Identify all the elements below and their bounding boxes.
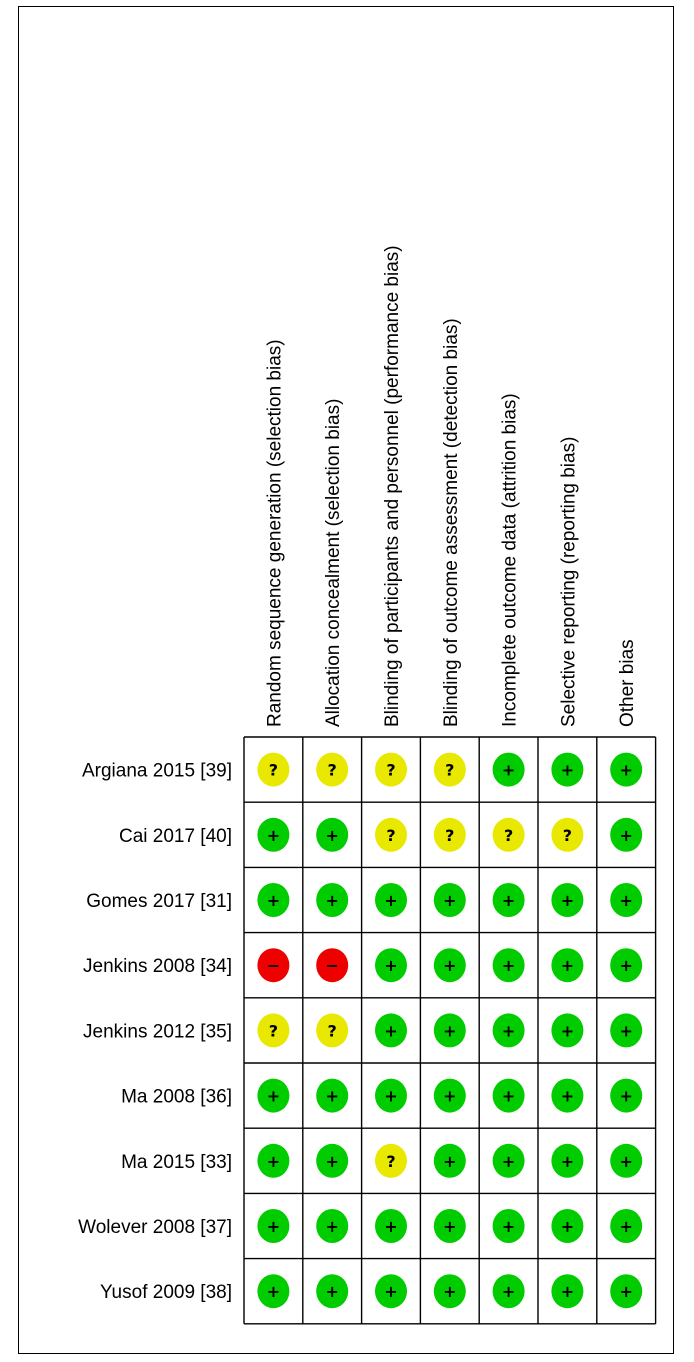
study-label: Yusof 2009 [38] (99, 1282, 232, 1304)
domain-headers (264, 245, 638, 727)
rating-symbol: + (619, 1151, 633, 1171)
rating-symbol: + (501, 1217, 516, 1236)
study-label: Ma 2008 [36] (121, 1086, 232, 1108)
rating-symbol: + (384, 1021, 398, 1041)
rating-symbol: + (619, 1021, 633, 1041)
rating-cell-unclear (257, 1013, 289, 1047)
rating-cell-low (257, 883, 289, 917)
rating-cell-low (375, 883, 407, 917)
rating-cell-low (434, 1013, 466, 1047)
rating-cell-unclear (375, 818, 407, 852)
rating-symbol: + (619, 825, 633, 845)
rating-symbol: + (619, 1086, 633, 1106)
rating-symbol: + (325, 1217, 339, 1236)
rating-symbol: ? (386, 760, 396, 780)
rating-cell-low (257, 1079, 289, 1113)
rating-cell-low (551, 1209, 583, 1243)
rating-symbol: + (443, 1151, 457, 1171)
rating-symbol: + (325, 1151, 339, 1171)
rating-cell-low (434, 1209, 466, 1243)
rating-symbol: + (384, 956, 398, 976)
rating-cell-low (316, 1144, 348, 1178)
rating-symbol: + (443, 1217, 457, 1236)
rating-cell-low (434, 883, 466, 917)
rating-symbol: ? (268, 760, 279, 780)
rating-symbol: + (619, 760, 633, 780)
rating-symbol: + (501, 760, 516, 780)
rating-cell-low (257, 818, 289, 852)
rating-symbol: − (266, 956, 281, 976)
rating-symbol: + (501, 956, 516, 976)
rating-symbol: + (619, 956, 633, 976)
rating-symbol: + (619, 1217, 633, 1236)
rating-symbol: + (325, 1282, 339, 1302)
rating-cell-low (493, 1079, 525, 1113)
rating-cell-low (493, 1274, 525, 1308)
rating-cell-low (316, 1209, 348, 1243)
rating-symbol: + (443, 891, 457, 910)
rating-symbol: + (266, 1217, 281, 1236)
rating-symbol: + (560, 891, 575, 910)
rating-symbol: + (501, 1151, 516, 1171)
rating-symbol: + (501, 1086, 516, 1106)
rating-cell-low (551, 1013, 583, 1047)
rating-cell-low (375, 1209, 407, 1243)
rating-cell-unclear (493, 818, 525, 852)
domain-header: Blinding of participants and personnel (performance bias) (382, 245, 403, 727)
rating-cell-low (551, 753, 583, 787)
rating-cell-low (434, 1079, 466, 1113)
rating-symbol: ? (445, 825, 455, 845)
rating-cell-unclear (257, 753, 289, 787)
rating-symbol: + (384, 891, 398, 910)
rating-symbol: ? (386, 825, 396, 845)
rating-cell-low (610, 883, 642, 917)
rating-cell-unclear (434, 818, 466, 852)
rating-symbol: + (560, 760, 575, 780)
rating-cell-low (434, 1144, 466, 1178)
rating-cell-high (316, 948, 348, 982)
rating-cell-low (375, 1013, 407, 1047)
rating-cell-unclear (375, 1144, 407, 1178)
rating-symbol: + (384, 1086, 398, 1106)
study-label: Wolever 2008 [37] (78, 1217, 232, 1238)
rating-cell-unclear (316, 1013, 348, 1047)
rating-symbol: + (560, 1217, 575, 1236)
rating-symbol: + (619, 891, 633, 910)
domain-header: Selective reporting (reporting bias) (558, 436, 580, 727)
rating-symbol: + (560, 956, 575, 976)
rating-symbol: + (443, 1086, 457, 1106)
rating-symbol: + (560, 1282, 575, 1302)
rating-symbol: + (384, 1217, 398, 1236)
study-label: Argiana 2015 [39] (81, 760, 232, 782)
rating-cell-low (375, 1079, 407, 1113)
rating-cell-low (316, 1274, 348, 1308)
study-label: Cai 2017 [40] (118, 825, 232, 847)
rating-symbol: + (501, 1021, 516, 1041)
rating-cell-unclear (375, 753, 407, 787)
rating-symbol: + (560, 1021, 575, 1041)
rating-symbol: + (560, 1151, 575, 1171)
rating-cell-low (434, 948, 466, 982)
rating-cell-low (551, 1274, 583, 1308)
rating-symbol: ? (503, 825, 514, 845)
rating-symbol: + (325, 825, 339, 845)
rating-cell-unclear (434, 753, 466, 787)
rating-symbol: + (266, 891, 281, 910)
rating-cell-low (316, 818, 348, 852)
rating-cell-low (375, 948, 407, 982)
rating-cell-low (610, 818, 642, 852)
rating-cell-low (257, 1144, 289, 1178)
rating-symbol: + (325, 1086, 339, 1106)
study-labels (78, 761, 232, 1304)
rating-cell-low (493, 883, 525, 917)
rating-cell-low (610, 753, 642, 787)
rating-cell-low (493, 948, 525, 982)
rating-cell-low (493, 1013, 525, 1047)
domain-header: Allocation concealment (selection bias) (323, 398, 345, 727)
rating-cell-low (434, 1274, 466, 1308)
rating-cell-low (493, 753, 525, 787)
rating-cell-low (493, 1144, 525, 1178)
study-label: Ma 2015 [33] (121, 1151, 232, 1173)
rating-cell-low (316, 1079, 348, 1113)
rating-cell-low (610, 948, 642, 982)
rating-cell-low (610, 1013, 642, 1047)
rating-symbol: ? (562, 825, 573, 845)
domain-header: Random sequence generation (selection bias) (264, 339, 286, 727)
rating-cell-low (610, 1209, 642, 1243)
rating-cell-low (551, 1079, 583, 1113)
rating-symbol: + (325, 891, 339, 910)
rating-symbol: + (443, 956, 457, 976)
study-label: Gomes 2017 [31] (86, 891, 232, 912)
rating-cell-low (375, 1274, 407, 1308)
rating-symbol: ? (327, 1021, 337, 1041)
rating-symbol: ? (386, 1151, 396, 1171)
rating-symbol: + (501, 1282, 516, 1302)
rating-symbol: + (384, 1282, 398, 1302)
rating-cell-low (316, 883, 348, 917)
domain-header: Other bias (617, 639, 639, 727)
rating-symbol: ? (445, 760, 455, 780)
rating-cell-low (257, 1274, 289, 1308)
rating-symbol: ? (327, 760, 337, 780)
study-label: Jenkins 2008 [34] (83, 956, 232, 978)
rating-symbol: + (266, 1282, 281, 1302)
rating-cell-low (551, 948, 583, 982)
rating-symbol: + (560, 1086, 575, 1106)
rating-symbol: − (325, 956, 339, 976)
rating-cell-low (610, 1144, 642, 1178)
rating-cell-low (551, 883, 583, 917)
rating-cell-low (551, 1144, 583, 1178)
rating-symbol: + (501, 891, 516, 910)
rating-cell-low (610, 1274, 642, 1308)
rating-cell-high (257, 948, 289, 982)
rating-symbol: + (443, 1282, 457, 1302)
rating-cell-low (610, 1079, 642, 1113)
rating-symbol: + (266, 825, 281, 845)
rating-cells (257, 753, 642, 1309)
rating-cell-low (257, 1209, 289, 1243)
rating-symbol: ? (268, 1021, 279, 1041)
rating-symbol: + (619, 1282, 633, 1302)
rating-symbol: + (266, 1151, 281, 1171)
study-label: Jenkins 2012 [35] (83, 1021, 232, 1043)
rating-cell-low (493, 1209, 525, 1243)
rating-symbol: + (266, 1086, 281, 1106)
rating-cell-unclear (551, 818, 583, 852)
rating-symbol: + (443, 1021, 457, 1041)
domain-header: Blinding of outcome assessment (detection bias) (440, 318, 462, 727)
domain-header: Incomplete outcome data (attrition bias) (499, 393, 521, 727)
rating-cell-unclear (316, 753, 348, 787)
